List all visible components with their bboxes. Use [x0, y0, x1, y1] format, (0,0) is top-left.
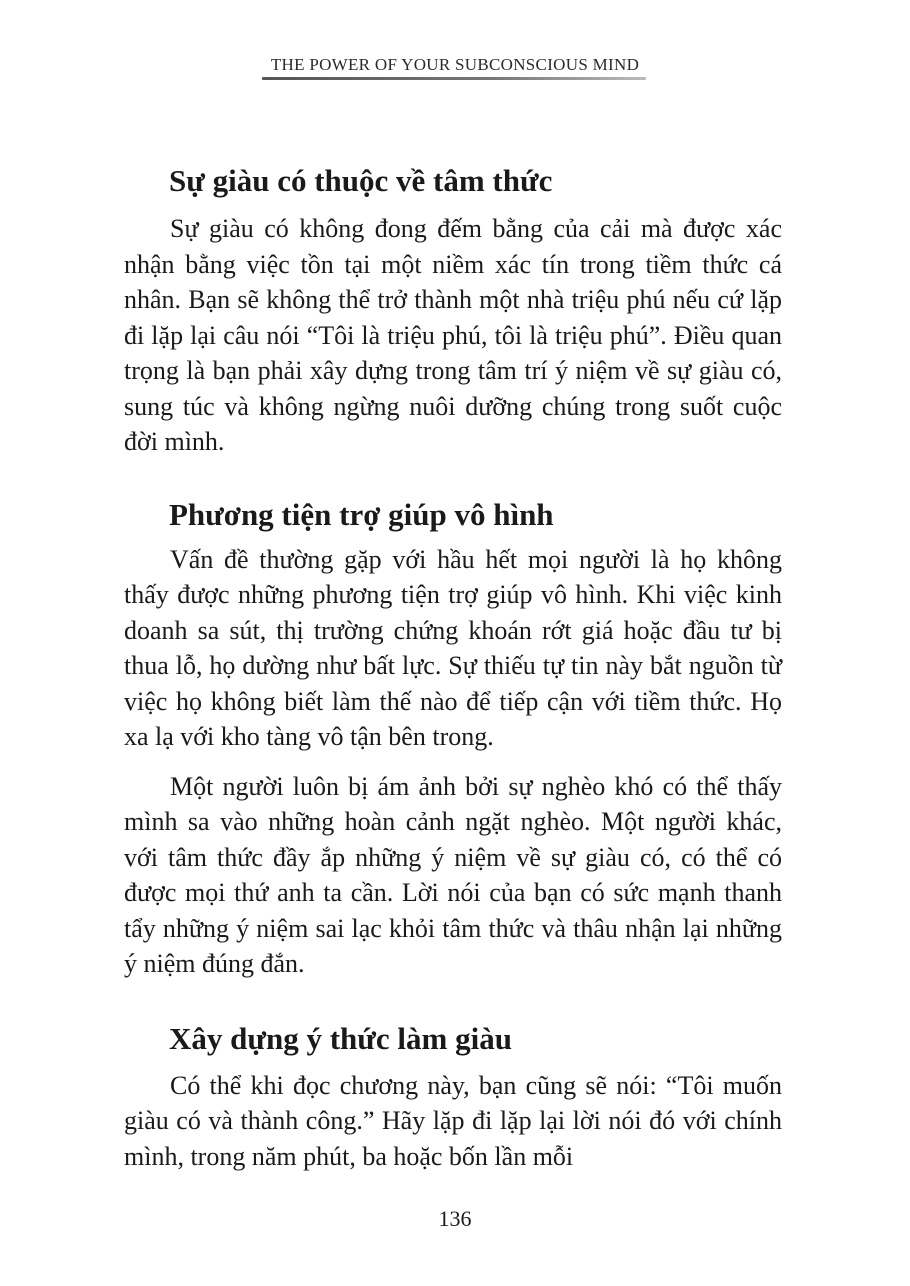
section-heading-wealth-consciousness: Xây dựng ý thức làm giàu	[169, 1020, 512, 1056]
spacer	[124, 982, 782, 1016]
section-heading-wealth-mind: Sự giàu có thuộc về tâm thức	[169, 163, 553, 198]
paragraph: Một người luôn bị ám ảnh bởi sự nghèo khó có thể thấy mình sa vào những hoàn cảnh ngặt nghèo. Một người khác, với tâm thức đầy ắp những ý niệm về sự giàu có, có thể có được mọi thứ anh ta cần. Lời nói của bạn có sức mạnh thanh tẩy những ý niệm sai lạc khỏi tâm thức và thâu nhận lại những ý niệm đúng đắn.	[124, 771, 782, 978]
page-number: 136	[438, 1206, 472, 1231]
spacer	[124, 460, 782, 492]
running-header: THE POWER OF YOUR SUBCONSCIOUS MIND	[270, 55, 640, 74]
header-rule	[262, 77, 646, 80]
paragraph: Có thể khi đọc chương này, bạn cũng sẽ nói: “Tôi muốn giàu có và thành công.” Hãy lặp đi lặp lại lời nói đó với chính mình, trong năm phút, ba hoặc bốn lần mỗi	[124, 1070, 782, 1171]
page-body	[124, 158, 782, 1174]
section-heading-invisible-help: Phương tiện trợ giúp vô hình	[169, 496, 554, 532]
paragraph: Sự giàu có không đong đếm bằng của cải mà được xác nhận bằng việc tồn tại một niềm xác tín trong tiềm thức cá nhân. Bạn sẽ không thể trở thành một nhà triệu phú nếu cứ lặp đi lặp lại câu nói “Tôi là triệu phú, tôi là triệu phú”. Điều quan trọng là bạn phải xây dựng trong tâm trí ý niệm về sự giàu có, sung túc và không ngừng nuôi dưỡng chúng trong suốt cuộc đời mình.	[124, 214, 782, 456]
spacer	[124, 755, 782, 769]
paragraph: Vấn đề thường gặp với hầu hết mọi người là họ không thấy được những phương tiện trợ giúp vô hình. Khi việc kinh doanh sa sút, thị trường chứng khoán rớt giá hoặc đầu tư bị thua lỗ, họ dường như bất lực. Sự thiếu tự tin này bắt nguồn từ việc họ không biết làm thế nào để tiếp cận với tiềm thức. Họ xa lạ với kho tàng vô tận bên trong.	[124, 544, 782, 751]
